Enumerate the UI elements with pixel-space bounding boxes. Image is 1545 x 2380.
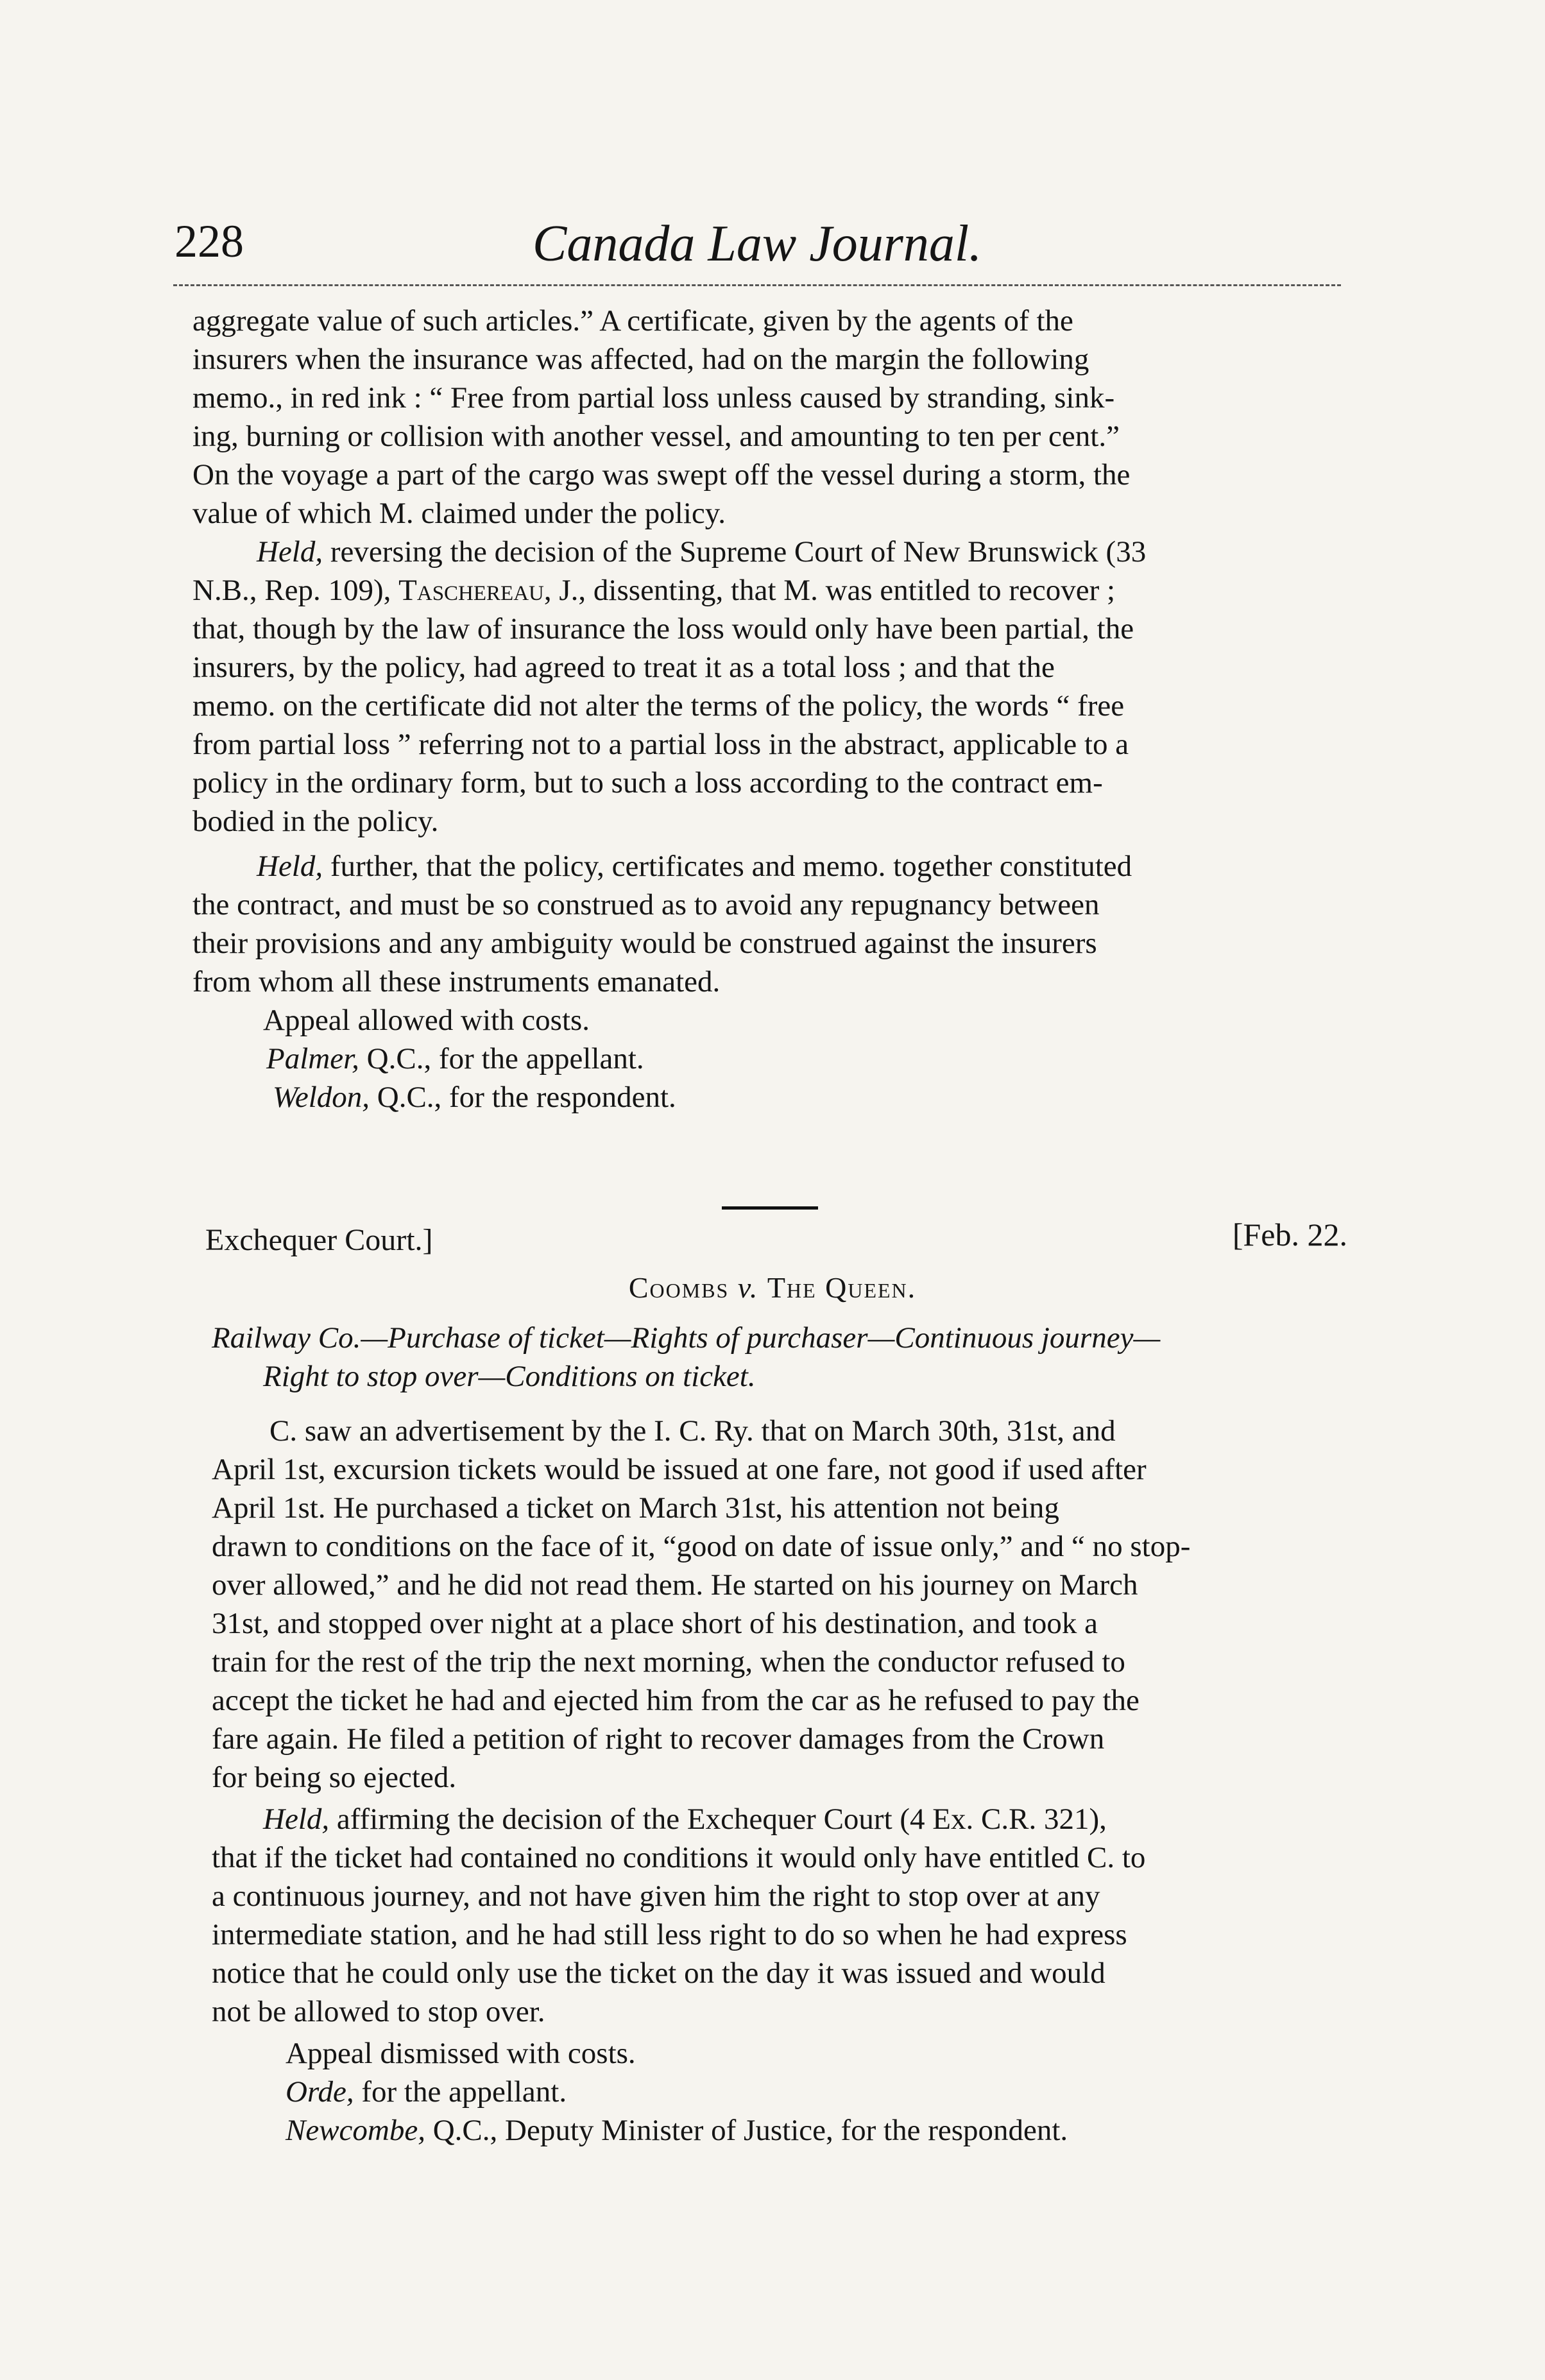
text-line: bodied in the policy. <box>192 805 439 838</box>
counsel-role: Q.C., Deputy Minister of Justice, for the respondent. <box>425 2114 1068 2147</box>
text-line: N.B., Rep. 109), Taschereau, J., dissenting, that M. was entitled to recover ; <box>192 574 1116 607</box>
counsel-name: Orde, <box>286 2075 354 2109</box>
case-party-a: Coombs <box>628 1271 730 1304</box>
text-line: Held, further, that the policy, certificates and memo. together constituted <box>257 850 1132 883</box>
text-line: April 1st, excursion tickets would be issued at one fare, not good if used after <box>212 1453 1147 1486</box>
court-name: Exchequer Court.] <box>205 1223 433 1257</box>
case2-counsel-appellant <box>286 2073 567 2111</box>
case1-counsel-respondent <box>273 1078 676 1117</box>
case-title <box>0 1271 1545 1305</box>
text-line: from whom all these instruments emanated. <box>192 965 721 998</box>
case2-counsel-respondent <box>286 2111 1068 2150</box>
text-line: Railway Co.—Purchase of ticket—Rights of purchaser—Continuous journey— <box>212 1321 1161 1355</box>
text-line: memo., in red ink : “ Free from partial loss unless caused by stranding, sink- <box>192 381 1115 415</box>
text-line: ing, burning or collision with another vessel, and amounting to ten per cent.” <box>192 420 1120 453</box>
text-line: insurers when the insurance was affected, had on the margin the following <box>192 343 1089 376</box>
text-line: policy in the ordinary form, but to such a loss according to the contract em- <box>192 766 1103 800</box>
text-line: intermediate station, and he had still less right to do so when he had express <box>212 1918 1127 1951</box>
text-line: Held, reversing the decision of the Supreme Court of New Brunswick (33 <box>257 535 1147 569</box>
text-line: insurers, by the policy, had agreed to treat it as a total loss ; and that the <box>192 651 1055 684</box>
text-line: April 1st. He purchased a ticket on March 31st, his attention not being <box>212 1491 1059 1525</box>
text-line: for being so ejected. <box>212 1761 457 1794</box>
text-line: the contract, and must be so construed as to avoid any repugnancy between <box>192 888 1100 921</box>
text-line: On the voyage a part of the cargo was swept off the vessel during a storm, the <box>192 458 1131 492</box>
case-versus: v. <box>737 1271 759 1304</box>
case1-counsel-appellant <box>266 1040 644 1078</box>
text-line: aggregate value of such articles.” A certificate, given by the agents of the <box>192 304 1073 338</box>
text-line: C. saw an advertisement by the I. C. Ry. that on March 30th, 31st, and <box>269 1414 1116 1448</box>
counsel-role: for the appellant. <box>354 2075 567 2109</box>
text-line: train for the rest of the trip the next morning, when the conductor refused to <box>212 1645 1125 1679</box>
text-line: that, though by the law of insurance the loss would only have been partial, the <box>192 612 1134 646</box>
case-date: [Feb. 22. <box>1232 1217 1347 1253</box>
text-line: their provisions and any ambiguity would be construed against the insurers <box>192 927 1097 960</box>
case-party-b: The Queen. <box>767 1271 917 1304</box>
page-number: 228 <box>175 216 244 267</box>
case1-result: Appeal allowed with costs. <box>263 1004 590 1037</box>
counsel-role: Q.C., for the respondent. <box>370 1081 676 1114</box>
text-line: from partial loss ” referring not to a partial loss in the abstract, applicable to a <box>192 728 1129 761</box>
text-line: value of which M. claimed under the policy. <box>192 497 726 530</box>
text-line: 31st, and stopped over night at a place short of his destination, and took a <box>212 1607 1098 1640</box>
counsel-name: Newcombe, <box>286 2114 425 2147</box>
case2-result: Appeal dismissed with costs. <box>286 2037 636 2070</box>
text-line: a continuous journey, and not have given him the right to stop over at any <box>212 1879 1100 1913</box>
text-line: Held, affirming the decision of the Exchequer Court (4 Ex. C.R. 321), <box>263 1802 1107 1836</box>
text-line: memo. on the certificate did not alter the terms of the policy, the words “ free <box>192 689 1125 723</box>
header-rule <box>173 284 1341 286</box>
page-header <box>173 215 1341 286</box>
text-line: fare again. He filed a petition of right to recover damages from the Crown <box>212 1722 1105 1756</box>
running-head: Canada Law Journal. <box>533 216 982 272</box>
text-line: Right to stop over—Conditions on ticket. <box>263 1360 756 1393</box>
text-line: notice that he could only use the ticket on the day it was issued and would <box>212 1956 1105 1990</box>
section-divider <box>722 1206 818 1210</box>
text-line: accept the ticket he had and ejected him from the car as he refused to pay the <box>212 1684 1140 1717</box>
counsel-name: Weldon, <box>273 1081 370 1114</box>
counsel-role: Q.C., for the appellant. <box>359 1042 644 1075</box>
text-line: not be allowed to stop over. <box>212 1995 545 2028</box>
counsel-name: Palmer, <box>266 1042 359 1075</box>
text-line: over allowed,” and he did not read them. He started on his journey on March <box>212 1568 1138 1602</box>
text-line: that if the ticket had contained no conditions it would only have entitled C. to <box>212 1841 1146 1874</box>
text-line: drawn to conditions on the face of it, “good on date of issue only,” and “ no stop- <box>212 1530 1191 1563</box>
